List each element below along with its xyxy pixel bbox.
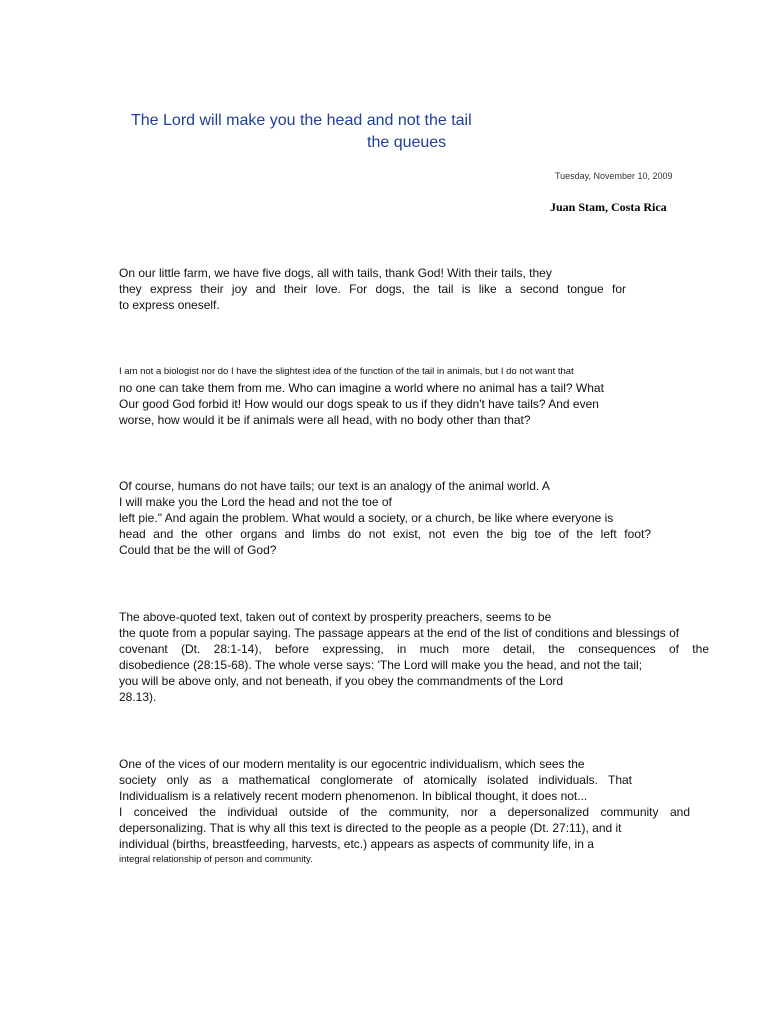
paragraph-3-line-3: left pie." And again the problem. What would a society, or a church, be like where everyone is (119, 511, 614, 525)
paragraph-5-line-3: Individualism is a relatively recent modern phenomenon. In biblical thought, it does not... (119, 789, 588, 803)
paragraph-3-line-4: head and the other organs and limbs do not exist, not even the big toe of the left foot? (119, 527, 651, 541)
paragraph-3-line-1: Of course, humans do not have tails; our text is an analogy of the animal world. A (119, 479, 550, 493)
paragraph-5-line-7: integral relationship of person and community. (119, 854, 313, 865)
paragraph-4-line-4: disobedience (28:15-68). The whole verse says: 'The Lord will make you the head, and not the tail; (119, 658, 643, 672)
paragraph-4-line-2: the quote from a popular saying. The passage appears at the end of the list of conditions and blessings of (119, 626, 680, 640)
paragraph-1-line-3: to express oneself. (119, 298, 220, 312)
author-byline: Juan Stam, Costa Rica (550, 200, 667, 214)
paragraph-4-line-3: covenant (Dt. 28:1-14), before expressing, in much more detail, the consequences of the (119, 642, 709, 656)
paragraph-3-line-2: I will make you the Lord the head and not the toe of (119, 495, 392, 509)
paragraph-3-line-5: Could that be the will of God? (119, 543, 277, 557)
paragraph-4-line-5: you will be above only, and not beneath, if you obey the commandments of the Lord (119, 674, 564, 688)
paragraph-5-line-6: individual (births, breastfeeding, harvests, etc.) appears as aspects of community life, in a (119, 837, 594, 851)
paragraph-4-line-6: 28.13). (119, 690, 157, 704)
paragraph-5-line-2: society only as a mathematical conglomerate of atomically isolated individuals. That (119, 773, 632, 787)
paragraph-2-line-3: Our good God forbid it! How would our dogs speak to us if they didn't have tails? And even (119, 397, 599, 411)
paragraph-2-line-4: worse, how would it be if animals were all head, with no body other than that? (119, 413, 531, 427)
publication-date: Tuesday, November 10, 2009 (555, 171, 673, 181)
document-title: The Lord will make you the head and not the tail (131, 112, 472, 129)
paragraph-5-line-4: I conceived the individual outside of the community, nor a depersonalized community and (119, 805, 690, 819)
paragraph-1-line-1: On our little farm, we have five dogs, all with tails, thank God! With their tails, they (119, 266, 552, 280)
paragraph-2-line-2: no one can take them from me. Who can imagine a world where no animal has a tail? What (119, 381, 604, 395)
document-subtitle: the queues (367, 134, 447, 151)
paragraph-5-line-1: One of the vices of our modern mentality is our egocentric individualism, which sees the (119, 757, 585, 771)
paragraph-5-line-5: depersonalizing. That is why all this text is directed to the people as a people (Dt. 27:11), and it (119, 821, 622, 835)
paragraph-2-line-1: I am not a biologist nor do I have the slightest idea of the function of the tail in animals, but I do not want that (119, 366, 574, 377)
paragraph-1-line-2: they express their joy and their love. For dogs, the tail is like a second tongue for (119, 282, 626, 296)
paragraph-4-line-1: The above-quoted text, taken out of context by prosperity preachers, seems to be (119, 610, 552, 624)
